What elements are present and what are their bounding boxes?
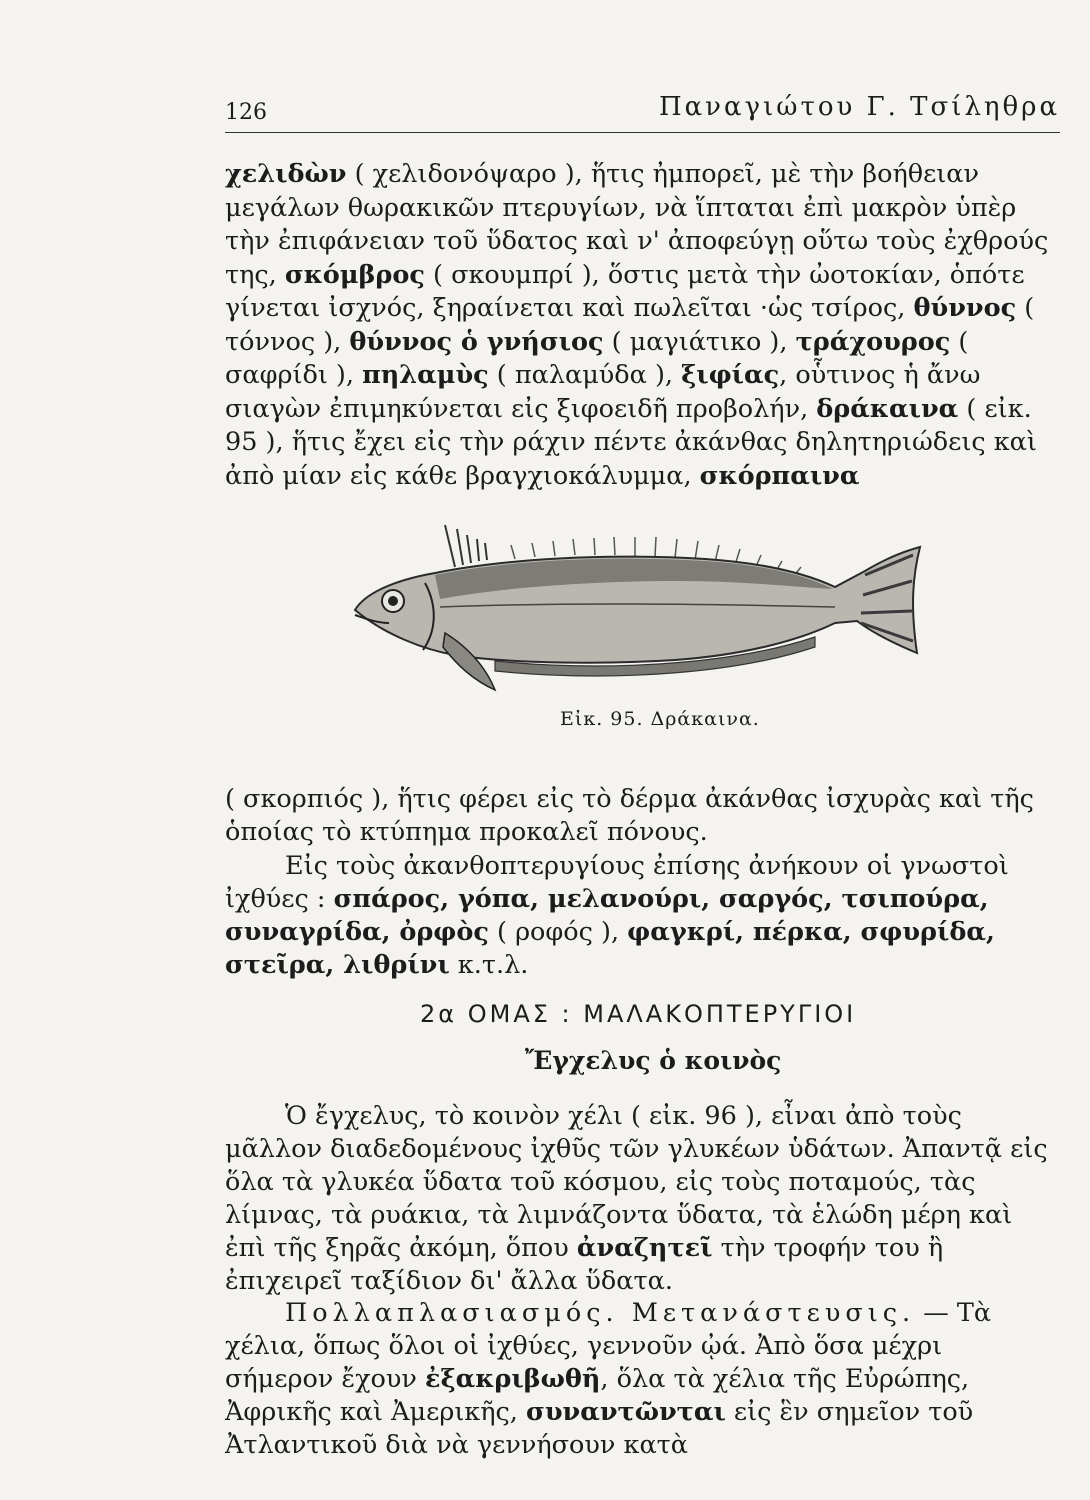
- paragraph-akanthopterygioi: [225, 850, 1055, 982]
- text-run: ( σκουμπρί ), ὅστις μετὰ τὴν ὠοτοκίαν, ὁπότε γίνεται ἰσχνός, ξηραίνεται καὶ πωλεῖται ·ὡς τσίρος,: [225, 259, 1025, 323]
- bold-term: θύννος: [913, 293, 1017, 323]
- fish-pupil: [388, 596, 398, 606]
- bold-term: δράκαινα: [816, 393, 959, 424]
- paragraph-skorpios: [225, 783, 1055, 849]
- text-run: ( ροφός ),: [488, 917, 628, 947]
- bold-term: σκόρπαινα: [699, 460, 860, 491]
- bold-term: σκόμβρος: [284, 259, 425, 290]
- bold-term: ξιφίας: [681, 360, 780, 390]
- bold-term: ἀναζητεῖ: [576, 1233, 713, 1263]
- subsection-heading: Ἔγχελυς ὁ κοινὸς: [525, 1046, 782, 1075]
- text-run: ( παλαμύδα ),: [488, 360, 682, 390]
- bold-term: τράχουρος: [795, 326, 951, 357]
- section-heading: 2α ΟΜΑΣ : ΜΑΛΑΚΟΠΤΕΡΥΓΙΟΙ: [420, 1000, 857, 1028]
- text-run: κ.τ.λ.: [449, 950, 529, 980]
- text-run: ( εἰκ. 95 ), ἥτις ἔχει εἰς τὴν ράχιν πέντε ἀκάνθας δηλητηριώδεις καὶ ἀπὸ μίαν εἰς κάθε βραγχιοκάλυμμα,: [225, 393, 1037, 491]
- bold-term: συναντῶνται: [526, 1397, 726, 1427]
- bold-term: χελιδὼν: [225, 159, 347, 189]
- spaced-heading: Πολλαπλασιασμός. Μετανάστευσις.: [285, 1298, 916, 1328]
- text-run: ( χελιδονόψαρο ), ἥτις ἠμπορεῖ, μὲ τὴν βοήθειαν μεγάλων θωρακικῶν πτερυγίων, νὰ ἵπταται ἐπὶ μακρὸν ὑπὲρ τὴν ἐπιφάνειαν τοῦ ὕδατος καὶ ν' ἀποφεύγῃ οὕτω τοὺς ἐχθρούς της,: [225, 159, 1049, 290]
- bold-term: φαγκρί, πέρκα, σφυρίδα, στεῖρα, λιθρίνι: [225, 917, 995, 980]
- bold-term: θύννος ὁ γνήσιος: [349, 326, 604, 357]
- text-run: ( μαγιάτικο ),: [603, 326, 796, 357]
- text-run: ( σαφρίδι ),: [225, 326, 969, 390]
- text-run: τὴν τροφήν του ἢ ἐπιχειρεῖ ταξίδιον δι' ἄλλα ὕδατα.: [225, 1233, 944, 1296]
- text-run: Ὁ ἔγχελυς, τὸ κοινὸν χέλι ( εἰκ. 96 ), εἶναι ἀπὸ τοὺς μᾶλλον διαδεδομένους ἰχθῦς τῶν γλυκέων ὑδάτων. Ἀπαντᾷ εἰς ὅλα τὰ γλυκέα ὕδατα τοῦ κόσμου, εἰς τοὺς ποταμούς, τὰς λίμνας, τὰ ρυάκια, τὰ λιμνάζοντα ὕδατα, τὰ ἑλώδη μέρη καὶ ἐπὶ τῆς ξηρᾶς ἀκόμη, ὅπου: [225, 1101, 1048, 1263]
- text-run: — Τὰ χέλια, ὅπως ὅλοι οἱ ἰχθύες, γεννοῦν ᾠά. Ἀπὸ ὅσα μέχρι σήμερον ἔχουν: [225, 1298, 992, 1394]
- text-run: Εἰς τοὺς ἀκανθοπτερυγίους ἐπίσης ἀνήκουν οἱ γνωστοὶ ἰχθύες :: [225, 851, 1009, 914]
- text-run: , οὗτινος ἡ ἄνω σιαγὼν ἐπιμηκύνεται εἰς ξιφοειδῆ προβολήν,: [225, 360, 981, 424]
- bold-term: πηλαμὺς: [362, 360, 489, 390]
- fish-illustration: [345, 515, 925, 700]
- page-header: [225, 92, 1060, 132]
- text-run: , ὅλα τὰ χέλια τῆς Εὐρώπης, Ἀφρικῆς καὶ Ἀμερικῆς,: [225, 1364, 970, 1427]
- text-run: ( τόννος ),: [225, 293, 1035, 357]
- bold-term: σπάρος, γόπα, μελανούρι, σαργός, τσιπούρα, συναγρίδα, ὀρφὸς: [225, 884, 989, 947]
- paragraph-fish-list: [225, 158, 1055, 493]
- text-run: ( σκορπιός ), ἥτις φέρει εἰς τὸ δέρμα ἀκάνθας ἰσχυρὰς καὶ τῆς ὁποίας τὸ κτύπημα προκαλεῖ πόνους.: [225, 784, 1034, 847]
- dorsal-spines: [445, 525, 487, 567]
- paragraph-eel: [225, 1100, 1055, 1298]
- paragraph-migration: [225, 1297, 1055, 1462]
- running-head: Παναγιώτου Γ. Τσίληθρα: [658, 92, 1060, 122]
- text-run: εἰς ἓν σημεῖον τοῦ Ἀτλαντικοῦ διὰ νὰ γεννήσουν κατὰ: [225, 1397, 974, 1460]
- figure-caption: Εἰκ. 95. Δράκαινα.: [560, 708, 760, 730]
- page-number: 126: [225, 100, 267, 125]
- header-rule: [225, 132, 1060, 133]
- bold-term: ἐξακριβωθῆ: [425, 1364, 601, 1394]
